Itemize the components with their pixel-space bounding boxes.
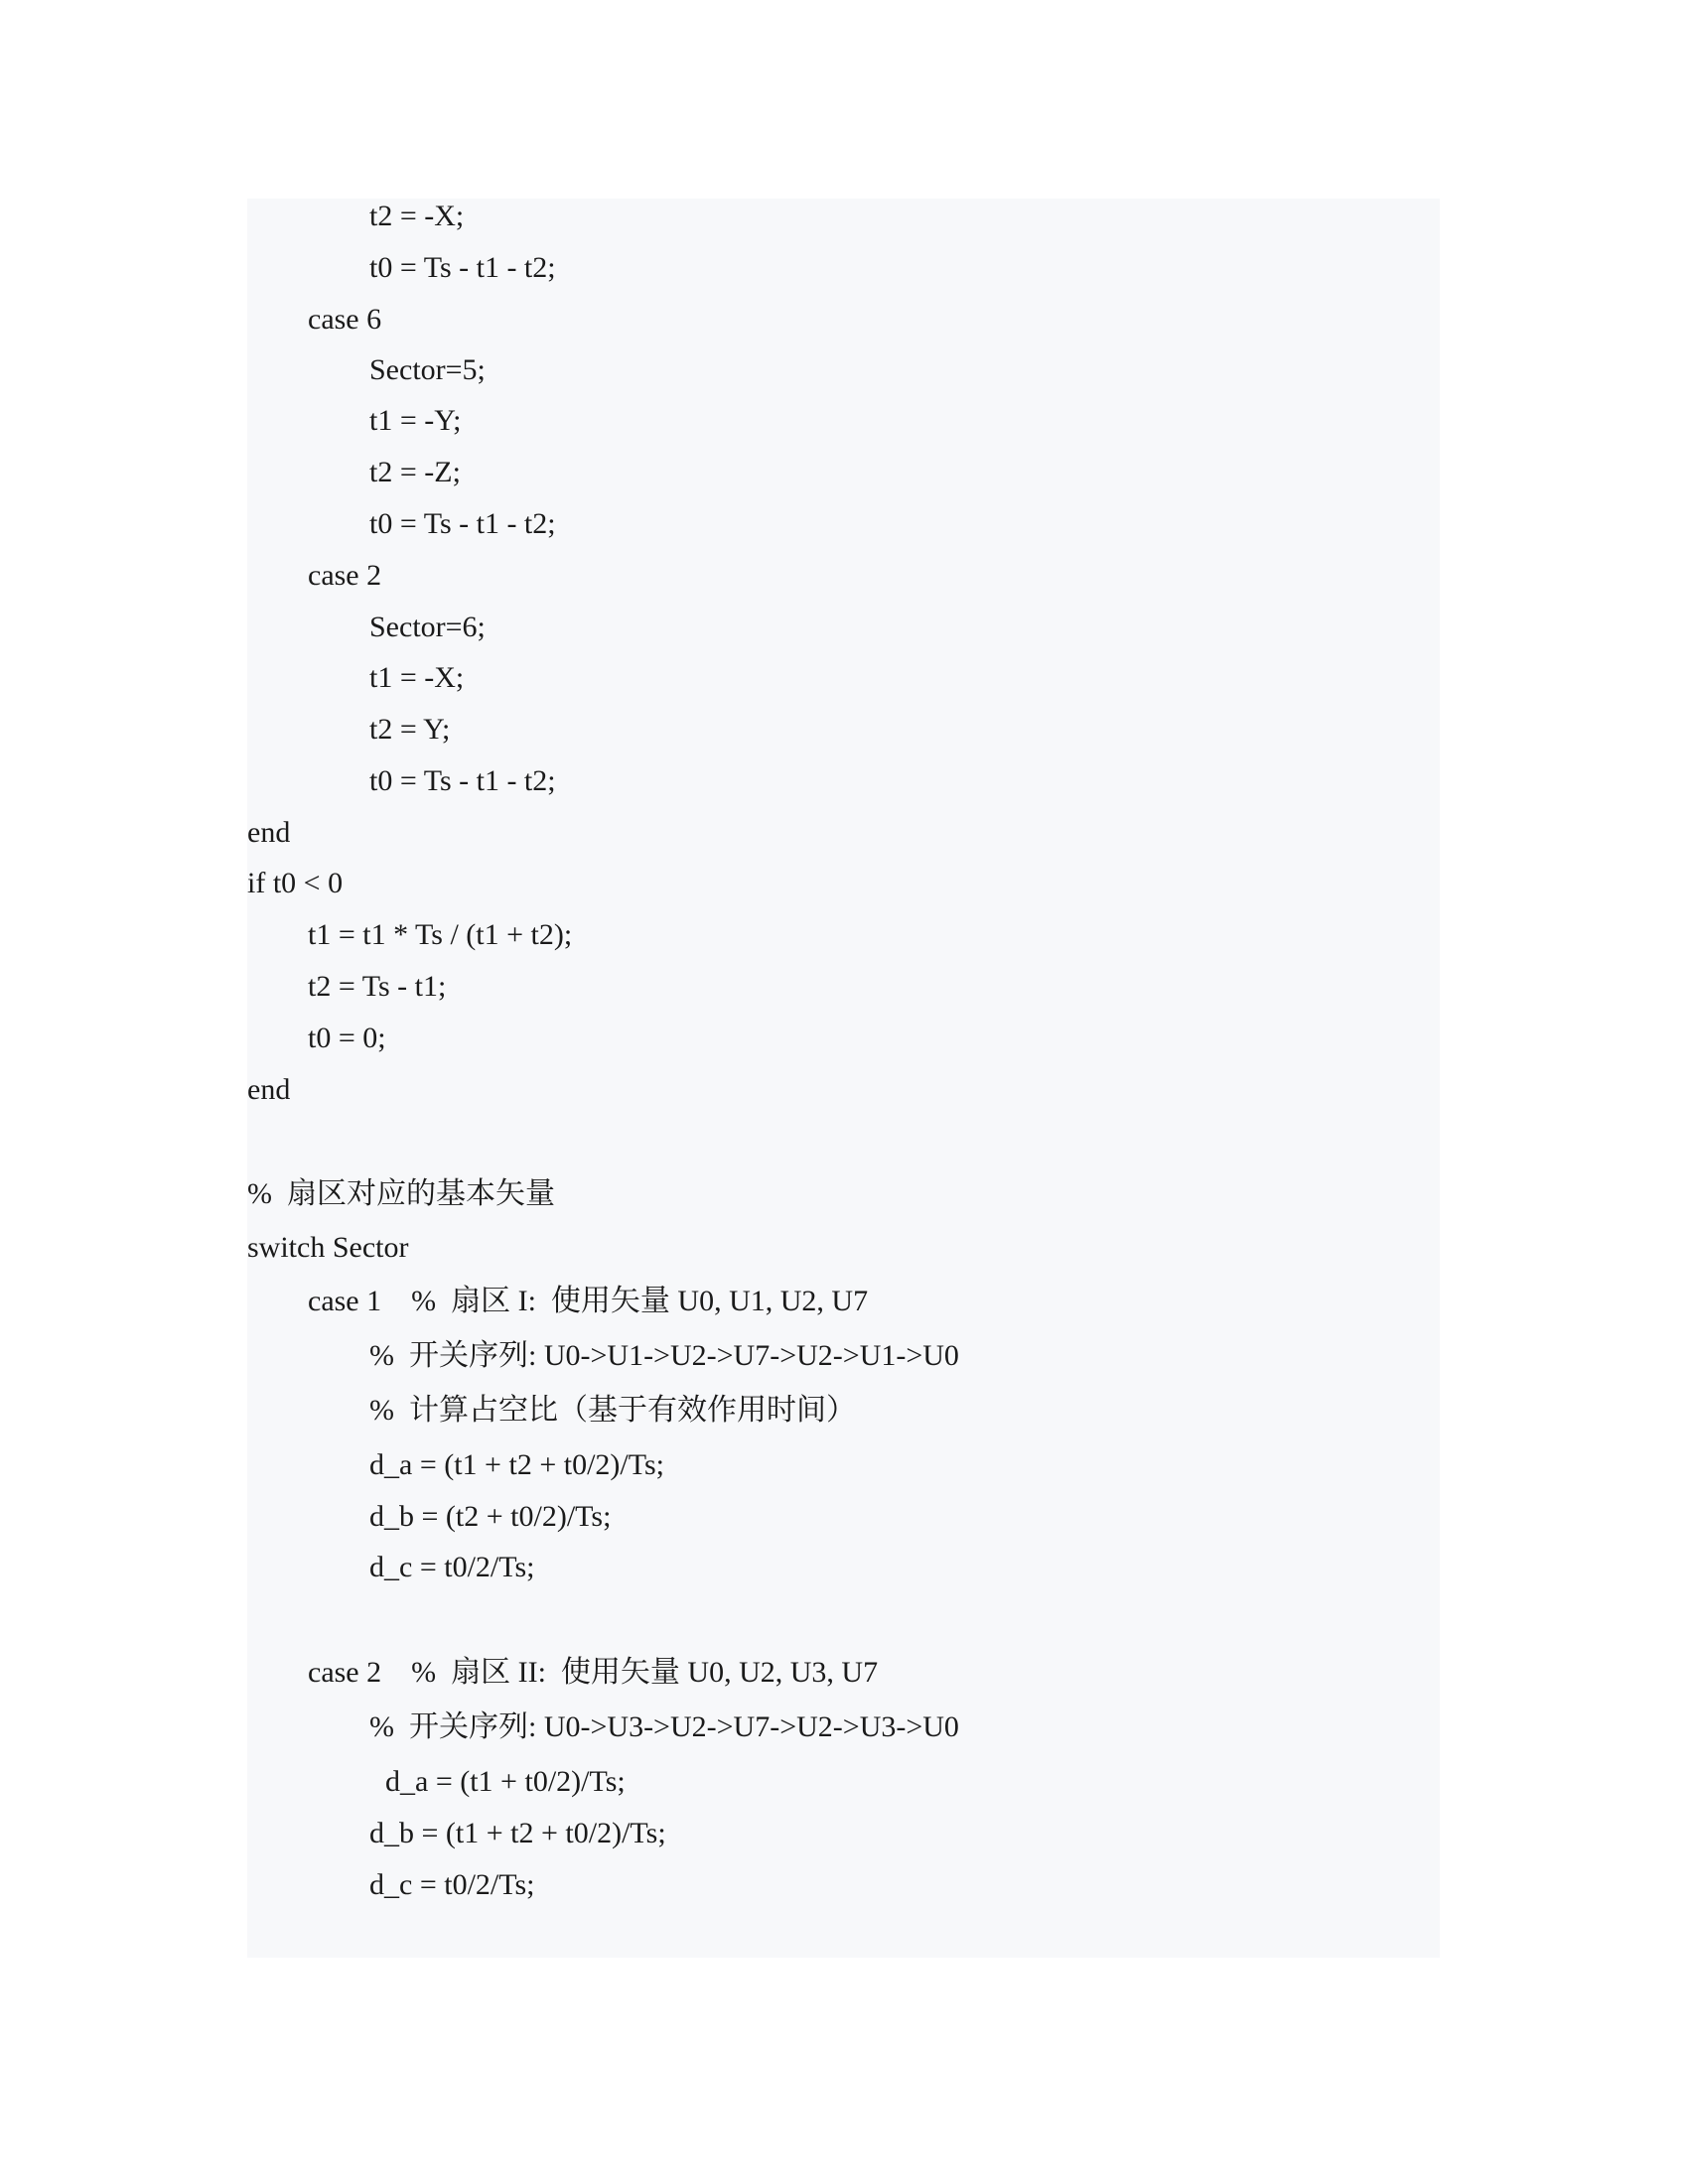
code-line: t1 = t1 * Ts / (t1 + t2); bbox=[308, 918, 573, 951]
code-line: if t0 < 0 bbox=[247, 867, 344, 899]
code-line: t1 = -Y; bbox=[369, 404, 462, 437]
code-line: % 扇区对应的基本矢量 bbox=[247, 1177, 555, 1210]
code-line: % 计算占空比（基于有效作用时间） bbox=[369, 1394, 856, 1427]
code-line: % 开关序列: U0->U3->U2->U7->U2->U3->U0 bbox=[369, 1710, 959, 1743]
code-line: d_a = (t1 + t0/2)/Ts; bbox=[385, 1765, 626, 1798]
code-line: case 6 bbox=[308, 303, 382, 336]
code-line: Sector=5; bbox=[369, 353, 486, 386]
code-line: t1 = -X; bbox=[369, 661, 465, 694]
code-block bbox=[247, 199, 1440, 1958]
code-line: end bbox=[247, 1073, 291, 1106]
code-line: end bbox=[247, 816, 291, 849]
code-line: case 2 % 扇区 II: 使用矢量 U0, U2, U3, U7 bbox=[308, 1656, 879, 1689]
code-line: d_c = t0/2/Ts; bbox=[369, 1551, 535, 1583]
code-line: t0 = Ts - t1 - t2; bbox=[369, 507, 556, 540]
code-line: d_a = (t1 + t2 + t0/2)/Ts; bbox=[369, 1448, 664, 1481]
code-line: t0 = Ts - t1 - t2; bbox=[369, 764, 556, 797]
code-line: t0 = Ts - t1 - t2; bbox=[369, 251, 556, 284]
code-line: t2 = -Z; bbox=[369, 456, 461, 488]
code-line: t2 = -X; bbox=[369, 200, 465, 232]
code-line: case 1 % 扇区 I: 使用矢量 U0, U1, U2, U7 bbox=[308, 1285, 869, 1317]
code-line: Sector=6; bbox=[369, 611, 486, 643]
code-line: d_c = t0/2/Ts; bbox=[369, 1868, 535, 1901]
code-line: t2 = Ts - t1; bbox=[308, 970, 447, 1003]
code-line: d_b = (t1 + t2 + t0/2)/Ts; bbox=[369, 1817, 666, 1849]
code-line: t0 = 0; bbox=[308, 1022, 386, 1054]
code-line: case 2 bbox=[308, 559, 382, 592]
code-line: % 开关序列: U0->U1->U2->U7->U2->U1->U0 bbox=[369, 1339, 959, 1372]
code-line: switch Sector bbox=[247, 1231, 409, 1264]
code-line: t2 = Y; bbox=[369, 713, 451, 746]
code-line: d_b = (t2 + t0/2)/Ts; bbox=[369, 1500, 612, 1533]
